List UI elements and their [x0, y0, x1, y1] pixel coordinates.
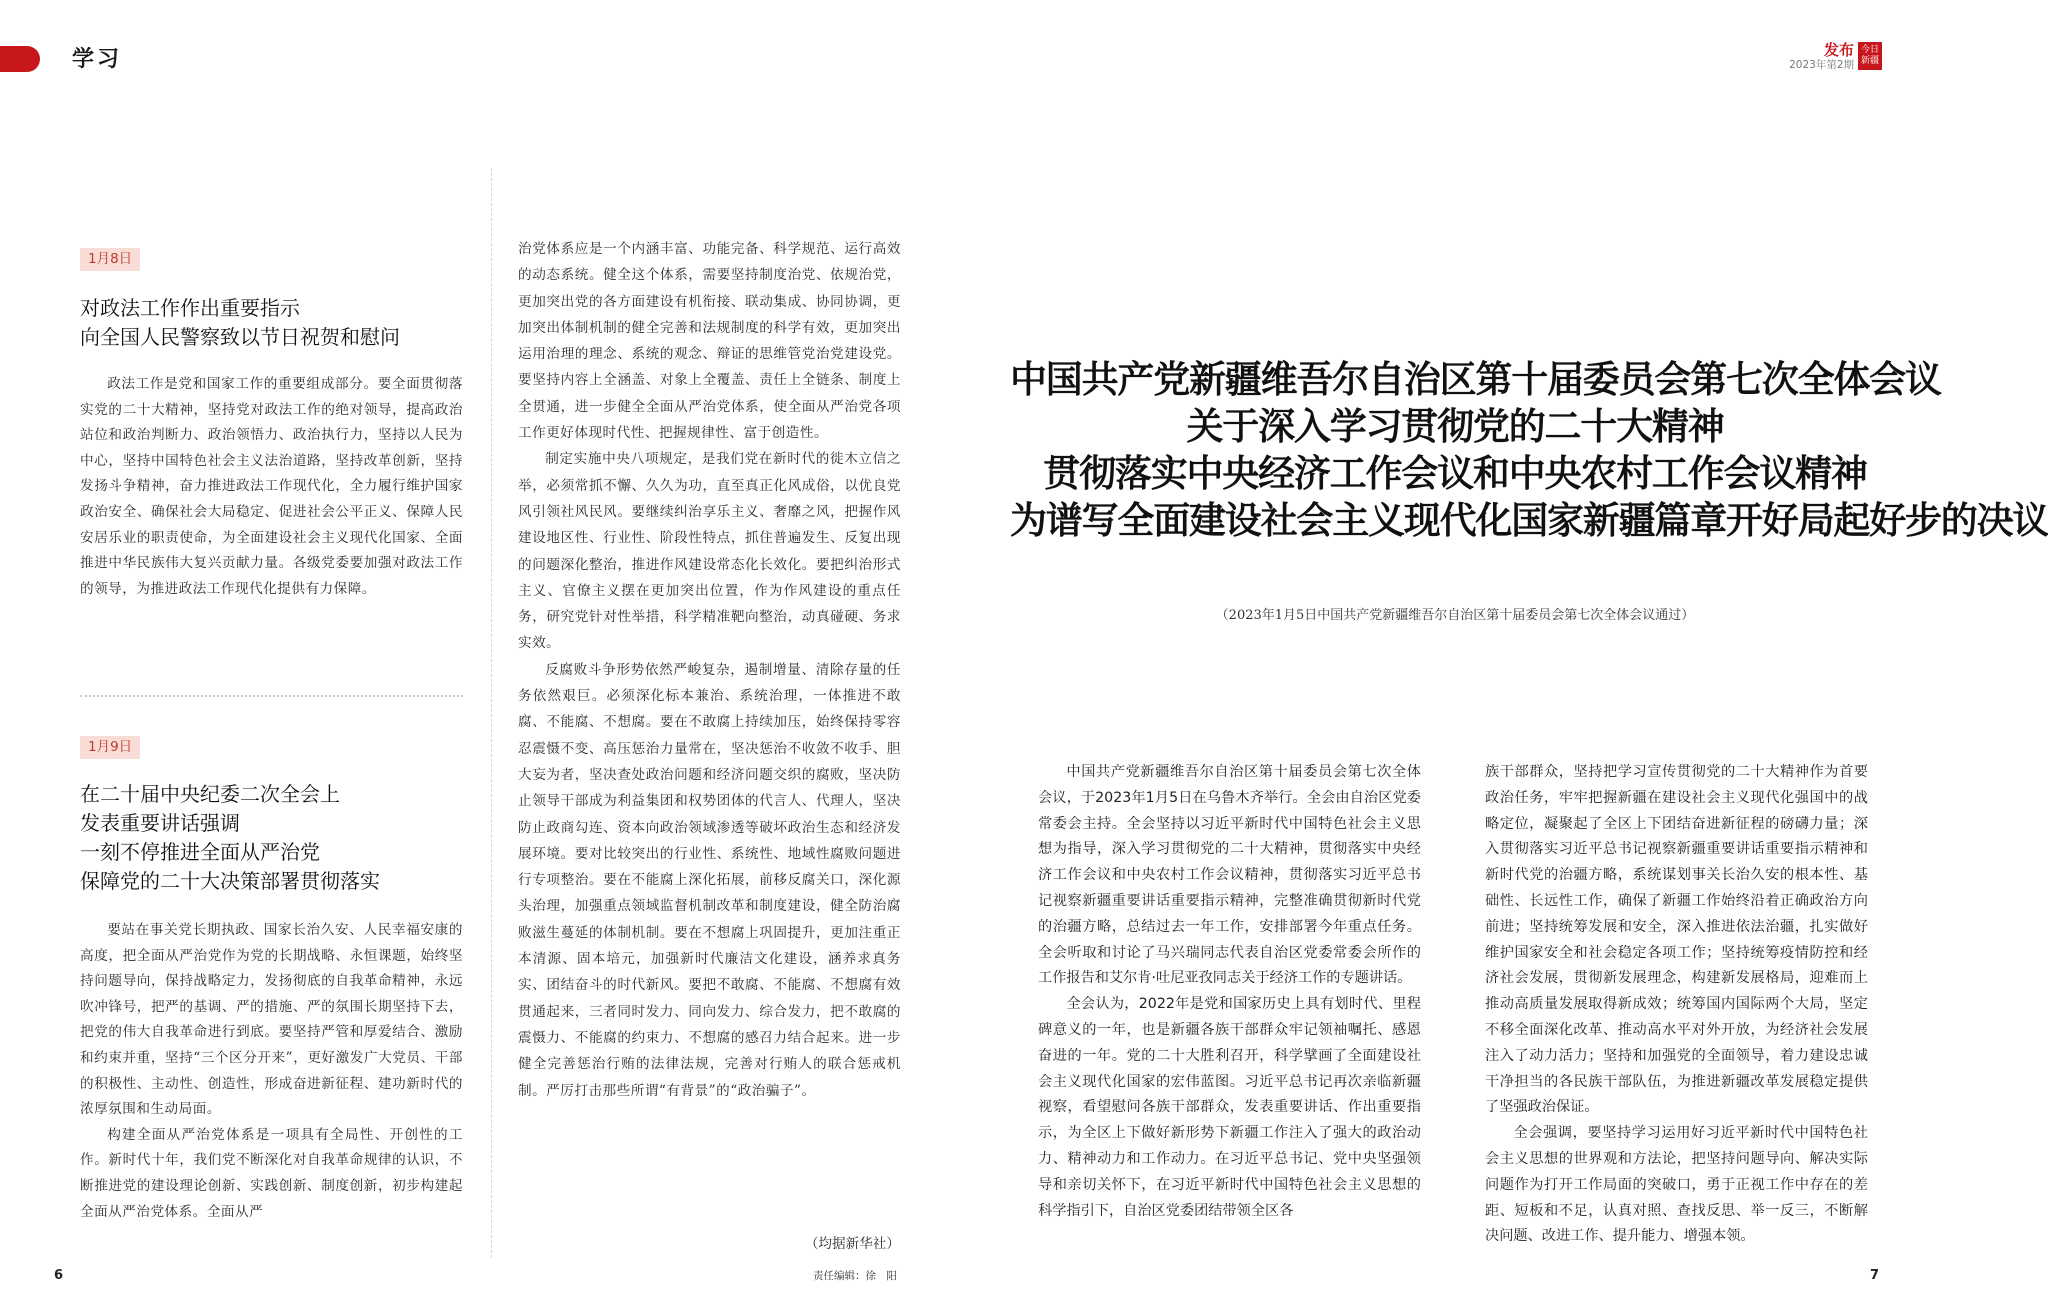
- resolution-body-right: 族干部群众，坚持把学习宣传贯彻党的二十大精神作为首要政治任务，牢牢把握新疆在建设社会主义现代化强国中的战略定位，凝聚起了全区上下团结奋进新征程的磅礴力量；深入贯彻落实习近平总书记视察新疆重要讲话重要指示精神和新时代党的治疆方略，系统谋划事关长治久安的根本性、基础性、长远性工作，确保了新疆工作始终沿着正确政治方向前进；坚持统筹发展和安全，深入推进依法治疆，扎实做好维护国家安全和社会稳定各项工作；坚持统筹疫情防控和经济社会发展，贯彻新发展理念，构建新发展格局，迎难而上推动高质量发展取得新成效；统筹国内国际两个大局，坚定不移全面深化改革、推动高水平对外开放，为经济社会发展注入了动力活力；坚持和加强党的全面领导，着力建设忠诚干净担当的各民族干部队伍，为推进新疆改革发展稳定提供了坚强政治保证。 全会强调，要坚持学习运用好习近平新时代中国特色社会主义思想的世界观和方法论，把坚持问题导向、解决实际问题作为打开工作局面的突破口，勇于正视工作中存在的差距、短板和不足，认真对照、查找反思、举一反三，不断解决问题、改进工作、提升能力、增强本领。: [1485, 764, 1868, 1245]
- page-number-right: 7: [1870, 1268, 1880, 1283]
- source-credit: （均据新华社）: [804, 1236, 900, 1252]
- column-divider: [491, 168, 492, 1258]
- page-number-left: 6: [54, 1268, 64, 1283]
- section-tab-marker: [0, 46, 40, 72]
- issue-number: 2023年第2期: [1789, 59, 1854, 71]
- brand-title: 发布: [1823, 41, 1854, 59]
- date-badge: 1月8日: [80, 248, 140, 271]
- responsible-editor: 责任编辑：徐 阳: [813, 1270, 897, 1282]
- date-badge: 1月9日: [80, 736, 140, 759]
- resolution-body-left: 中国共产党新疆维吾尔自治区第十届委员会第七次全体会议，于2023年1月5日在乌鲁木齐举行。全会由自治区党委常委会主持。全会坚持以习近平新时代中国特色社会主义思想为指导，深入学习贯彻党的二十大精神，贯彻落实中央经济工作会议和中央农村工作会议精神，贯彻落实习近平总书记视察新疆重要讲话重要指示精神，完整准确贯彻新时代党的治疆方略，总结过去一年工作，安排部署今年重点任务。全会听取和讨论了马兴瑞同志代表自治区党委常委会所作的工作报告和艾尔肯·吐尼亚孜同志关于经济工作的专题讲话。 全会认为，2022年是党和国家历史上具有划时代、里程碑意义的一年，也是新疆各族干部群众牢记领袖嘱托、感恩奋进的一年。党的二十大胜利召开，科学擘画了全面建设社会主义现代化国家的宏伟蓝图。习近平总书记再次亲临新疆视察，看望慰问各族干部群众，发表重要讲话、作出重要指示，为全区上下做好新形势下新疆工作注入了强大的政治动力、精神动力和工作动力。在习近平总书记、党中央坚强领导和亲切关怀下，在习近平新时代中国特色社会主义思想的科学指引下，自治区党委团结带领全区各: [1038, 764, 1421, 1219]
- article-body: 要站在事关党长期执政、国家长治久安、人民幸福安康的高度，把全面从严治党作为党的长期战略、永恒课题，始终坚持问题导向，保持战略定力，发扬彻底的自我革命精神，永远吹冲锋号，把严的基调、严的措施、严的氛围长期坚持下去，把党的伟大自我革命进行到底。要坚持严管和厚爱结合、激励和约束并重，坚持“三个区分开来”，更好激发广大党员、干部的积极性、主动性、创造性，形成奋进新征程、建功新时代的浓厚氛围和生动局面。 构建全面从严治党体系是一项具有全局性、开创性的工作。新时代十年，我们党不断深化对自我革命规律的认识，不断推进党的建设理论创新、实践创新、制度创新，初步构建起全面从严治党体系。全面从严: [80, 922, 463, 1220]
- brand-block: [1789, 42, 1882, 72]
- resolution-subtitle: （2023年1月5日中国共产党新疆维吾尔自治区第十届委员会第七次全体会议通过）: [1215, 608, 1695, 623]
- article-body: 政法工作是党和国家工作的重要组成部分。要全面贯彻落实党的二十大精神，坚持党对政法工作的绝对领导，提高政治站位和政治判断力、政治领悟力、政治执行力，坚持以人民为中心，坚持中国特色社会主义法治道路，坚持改革创新，坚持发扬斗争精神，奋力推进政法工作现代化，全力履行维护国家政治安全、确保社会大局稳定、促进社会公平正义、保障人民安居乐业的职责使命，为全面建设社会主义现代化国家、全面推进中华民族伟大复兴贡献力量。各级党委要加强对政法工作的领导，为推进政法工作现代化提供有力保障。: [80, 376, 463, 597]
- article-headline: 对政法工作作出重要指示 向全国人民警察致以节日祝贺和慰问: [80, 296, 400, 349]
- article-headline: 在二十届中央纪委二次全会上 发表重要讲话强调 一刻不停推进全面从严治党 保障党的二十大决策部署贯彻落实: [80, 782, 380, 893]
- dotted-divider: [80, 695, 463, 697]
- article-body-continued: 治党体系应是一个内涵丰富、功能完备、科学规范、运行高效的动态系统。健全这个体系，需要坚持制度治党、依规治党，更加突出党的各方面建设有机衔接、联动集成、协同协调，更加突出体制机制的健全完善和法规制度的科学有效，更加突出运用治理的理念、系统的观念、辩证的思维管党治党建设党。要坚持内容上全涵盖、对象上全覆盖、责任上全链条、制度上全贯通，进一步健全全面从严治党体系，使全面从严治党各项工作更好体现时代性、把握规律性、富于创造性。 制定实施中央八项规定，是我们党在新时代的徙木立信之举，必须常抓不懈、久久为功，直至真正化风成俗，以优良党风引领社风民风。要继续纠治享乐主义、奢靡之风，把握作风建设地区性、行业性、阶段性特点，抓住普遍发生、反复出现的问题深化整治，推进作风建设常态化长效化。要把纠治形式主义、官僚主义摆在更加突出位置，作为作风建设的重点任务，研究党针对性举措，科学精准靶向整治，动真碰硬、务求实效。 反腐败斗争形势依然严峻复杂，遏制增量、清除存量的任务依然艰巨。必须深化标本兼治、系统治理，一体推进不敢腐、不能腐、不想腐。要在不敢腐上持续加压，始终保持零容忍震慑不变、高压惩治力量常在，坚决惩治不收敛不收手、胆大妄为者，坚决查处政治问题和经济问题交织的腐败，坚决防止领导干部成为利益集团和权势团体的代言人、代理人，坚决防止政商勾连、资本向政治领域渗透等破坏政治生态和经济发展环境。要对比较突出的行业性、系统性、地域性腐败问题进行专项整治。要在不能腐上深化拓展，前移反腐关口，深化源头治理，加强重点领域监督机制改革和制度建设，健全防治腐败滋生蔓延的体制机制。要在不想腐上巩固提升，更加注重正本清源、固本培元，加强新时代廉洁文化建设，涵养求真务实、团结奋斗的时代新风。要把不敢腐、不能腐、不想腐有效贯通起来，三者同时发力、同向发力、综合发力，把不敢腐的震慑力、不能腐的约束力、不想腐的感召力结合起来。进一步健全完善惩治行贿的法律法规，完善对行贿人的联合惩戒机制。严厉打击那些所谓“有背景”的“政治骗子”。: [518, 241, 901, 1099]
- section-label: 学习: [72, 47, 123, 72]
- resolution-title: 中国共产党新疆维吾尔自治区第十届委员会第七次全体会议 关于深入学习贯彻党的二十大精神 贯彻落实中央经济工作会议和中央农村工作会议精神 为谱写全面建设社会主义现代化国家新疆篇章开好局起好步的决议: [1010, 358, 2048, 542]
- magazine-logo: 今日 新疆: [1858, 42, 1882, 70]
